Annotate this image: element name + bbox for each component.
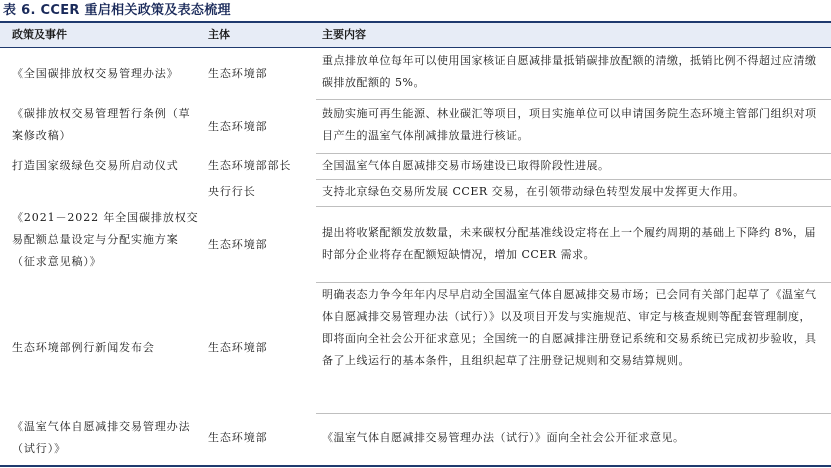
bottom-rule	[0, 465, 831, 467]
row-5-event: 生态环境部例行新闻发布会	[12, 341, 155, 354]
row-1-event: 《全国碳排放权交易管理办法》	[12, 67, 179, 80]
row-3-subject-1: 生态环境部部长	[208, 159, 292, 172]
row-3-event: 打造国家级绿色交易所启动仪式	[12, 159, 179, 172]
row-5-subject: 生态环境部	[208, 341, 268, 354]
row-1-content: 重点排放单位每年可以使用国家核证自愿减排量抵销碳排放配额的清缴，抵销比例不得超过应清缴碳排放配额的 5%。	[322, 54, 817, 89]
row-separator	[316, 153, 831, 154]
row-6-event: 《温室气体自愿减排交易管理办法（试行）》	[12, 420, 191, 455]
row-2-subject: 生态环境部	[208, 120, 268, 133]
table-header	[0, 23, 831, 47]
row-separator	[316, 206, 831, 207]
row-4-content: 提出将收紧配额发放数量，未来碳权分配基准线设定将在上一个履约周期的基础上下降约 8%，届时部分企业将存在配额短缺情况，增加 CCER 需求。	[322, 226, 816, 261]
row-separator	[316, 99, 831, 100]
row-3-content-2: 支持北京绿色交易所发展 CCER 交易，在引领带动绿色转型发展中发挥更大作用。	[322, 185, 745, 198]
row-2-content: 鼓励实施可再生能源、林业碳汇等项目，项目实施单位可以申请国务院生态环境主管部门组织对项目产生的温室气体削减排放量进行核证。	[322, 107, 817, 142]
row-4-subject: 生态环境部	[208, 238, 268, 251]
header-subject: 主体	[208, 28, 230, 41]
header-event: 政策及事件	[12, 28, 67, 41]
header-rule	[0, 47, 831, 48]
row-4-event: 《2021－2022 年全国碳排放权交易配额总量设定与分配实施方案（征求意见稿）》	[12, 211, 199, 268]
row-5-content: 明确表态力争今年年内尽早启动全国温室气体自愿减排交易市场；已会同有关部门起草了《温室气体自愿减排交易管理办法（试行）》以及项目开发与实施规范、审定与核查规则等配套管理制度，即将面向全社会公开征求意见；全国统一的自愿减排注册登记系统和交易系统已完成初步验收，具备了上线运行的基本条件，且组织起草了注册登记规则和交易结算规则。	[322, 288, 817, 367]
row-separator	[316, 282, 831, 283]
row-separator	[316, 179, 831, 180]
row-6-content: 《温室气体自愿减排交易管理办法（试行）》面向全社会公开征求意见。	[322, 431, 685, 444]
table-caption: 表 6. CCER 重启相关政策及表态梳理	[3, 3, 231, 18]
header-content: 主要内容	[322, 28, 366, 41]
row-1-subject: 生态环境部	[208, 67, 268, 80]
row-separator	[316, 413, 831, 414]
row-2-event: 《碳排放权交易管理暂行条例（草案修改稿）	[12, 107, 191, 142]
row-6-subject: 生态环境部	[208, 431, 268, 444]
row-3-subject-2: 央行行长	[208, 185, 256, 198]
row-3-content-1: 全国温室气体自愿减排交易市场建设已取得阶段性进展。	[322, 159, 610, 172]
